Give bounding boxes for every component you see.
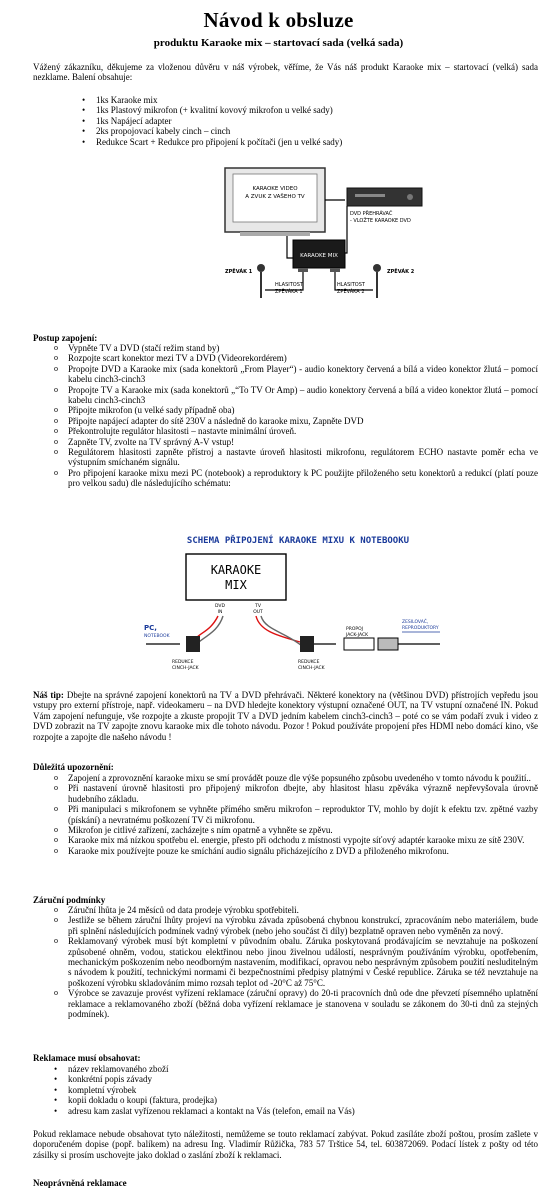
claim-item: • adresu kam zaslat vyřízenou reklamaci a kontakt na Vás (telefon, email na Vás): [50, 1106, 538, 1116]
amp-label-1: ZESILOVAČ,: [402, 620, 429, 625]
tip-paragraph: [33, 690, 538, 742]
reduction-1-connector: [186, 636, 200, 652]
microphone-1-icon: [257, 264, 265, 272]
warranty-item: o Výrobce se zavazuje provést vyřízení reklamace (záruční opravy) do 20-ti pracovních dnů ode dne převzetí písemného uplatnění reklamace a reklamovaného zboží (běžná doba vyřízení reklamace je stanovena v souladu se zákonem do 30-ti dnů za stejných podmínek).: [50, 988, 538, 1019]
claim-item: • kompletní výrobek: [50, 1085, 538, 1095]
warning-item: o Karaoke mix má nízkou spotřebu el. energie, přesto při odchodu z místnosti vypojte síťový adaptér karaoke mixu ze sítě 230V.: [50, 835, 538, 845]
claim-heading: Reklamace musí obsahovat:: [33, 1053, 141, 1063]
warning-item: o Při manipulaci s mikrofonem se vyhněte přímého směru mikrofon – reproduktor TV, mohlo by dojít k efektu tzv. zpětné vazby (pískání) a nevratnému poškození TV či mikrofonu.: [50, 804, 538, 825]
claim-items-list: [50, 1064, 538, 1116]
warning-item: o Při nastavení úrovně hlasitosti pro připojený mikrofon dbejte, aby hlasitost hlasu zpěváka výrazně nepřevyšovala úrovně hudebního základu.: [50, 783, 538, 804]
setup-step: o Rozpojte scart konektor mezi TV a DVD (Videorekordérem): [50, 353, 538, 363]
volume-2-label-1: HLASITOST: [337, 282, 365, 288]
warning-item: o Mikrofon je citlivé zařízení, zacházejte s ním opatrně a vyhněte se zpěvu.: [50, 825, 538, 835]
box-label-1: KARAOKE: [210, 563, 262, 577]
jack-label-1: PROPOJ: [346, 627, 363, 632]
warning-item: o Zapojení a zprovoznění karaoke mixu se smí provádět pouze dle výše popsuného způsobu uvedeného v tomto návodu k použití..: [50, 773, 538, 783]
package-item: • 2ks propojovací kabely cinch – cinch: [78, 126, 518, 136]
tv-label-2: A ZVUK Z VAŠEHO TV: [245, 194, 305, 200]
connection-diagram-notebook: [140, 532, 450, 682]
warnings-list: [50, 773, 538, 856]
warnings-heading: Důležitá upozornění:: [33, 762, 114, 772]
reduction-2-label-1: REDUKCE: [298, 660, 320, 665]
setup-step: o Regulátorem hlasitosti zapněte přístroj a nastavte úroveň hlasitosti mikrofonu, regulátorem ECHO nastavte poměr echa ve výstupním smíchaném signálu.: [50, 447, 538, 468]
tip-text: Dbejte na správné zapojení konektorů na TV a DVD přehrávači. Některé konektory na (většinou DVD) přístrojích vepředu jsou vstupy pro externí přístroje, např. videokameru – na DVD hledejte konektory výstupní označené OUT, na TV vstupní označené IN. Pokud Vám zapojení nefunguje, vše rozpojte a zkuste propojit TV a DVD jedním kabelem cinch3-cinch3 – poté co se vám podaří zvuk i video z DVD zobrazit na TV zapojte znovu karaoke mix dle tohoto návodu. Pozor ! Pokud používáte propojení přes HDMI nebo domácí kino, vše rozpojte a zapojte dle našeho návodu !: [33, 690, 538, 742]
setup-step: o Pro připojení karaoke mixu mezi PC (notebook) a reproduktory k PC použijte přiloženého setu konektorů a redukcí (platí pouze pro velkou sadu) dle následujícího schématu:: [50, 468, 538, 489]
jack-jack-connector: [344, 638, 374, 650]
last-heading: Neoprávněná reklamace: [33, 1178, 127, 1188]
setup-step: o Propojte DVD a Karaoke mix (sada konektorů „From Player“) - audio konektory červená a bílá a video konektor žlutá – pomocí kabelu cinch3-cinch3: [50, 364, 538, 385]
microphone-2-icon: [373, 264, 381, 272]
warranty-list: [50, 905, 538, 1019]
package-item: • Redukce Scart + Redukce pro připojení k počítači (jen u velké sady): [78, 137, 518, 147]
pc-label-2: NOTEBOOK: [144, 634, 170, 639]
claim-item: • konkrétní popis závady: [50, 1074, 538, 1084]
page-subtitle: produktu Karaoke mix – startovací sada (velká sada): [153, 37, 404, 49]
mix-label: KARAOKE MIX: [300, 253, 338, 259]
dvd-in-label-1: DVD: [215, 604, 225, 609]
karaoke-mix-box: [186, 554, 286, 600]
connection-diagram-tv: [195, 158, 445, 318]
tv-label-1: KARAOKE VIDEO: [252, 186, 298, 192]
tip-label: Náš tip:: [33, 690, 64, 700]
claim-item: • kopii dokladu o koupi (faktura, prodejka): [50, 1095, 538, 1105]
intro-paragraph: Vážený zákazníku, děkujeme za vloženou důvěru v náš výrobek, věříme, že Vás náš produkt Karaoke mix – startovací (velká) sada nezklame. Balení obsahuje:: [33, 62, 538, 83]
tv-out-label-1: TV: [255, 604, 261, 609]
reduction-2-connector: [300, 636, 314, 652]
warning-item: o Karaoke mix používejte pouze ke smíchání audio signálu přicházejícího z DVD a přiloženého mikrofonu.: [50, 846, 538, 856]
amp-label-2: REPRODUKTORY: [402, 626, 439, 631]
package-list: [78, 95, 518, 147]
package-item: • 1ks Plastový mikrofon (+ kvalitní kovový mikrofon u velké sady): [78, 105, 518, 115]
setup-step: o Připojte mikrofon (u velké sady případně oba): [50, 405, 538, 415]
setup-step: o Připojte napájecí adapter do sítě 230V a následně do karaoke mixu, Zapněte DVD: [50, 416, 538, 426]
setup-step: o Překontrolujte regulátor hlasitosti – nastavte minimální úroveň.: [50, 426, 538, 436]
volume-1-label-1: HLASITOST: [275, 282, 303, 288]
tv-out-label-2: OUT: [253, 610, 263, 615]
setup-step: o Vypněte TV a DVD (stačí režim stand by): [50, 343, 538, 353]
warranty-heading: Záruční podmínky: [33, 895, 106, 905]
package-item: • 1ks Napájecí adapter: [78, 116, 518, 126]
setup-step: o Propojte TV a Karaoke mix (sada konektorů „“To TV Or Amp) – audio konektory červená a bílá a video konektor žlutá – pomocí kabelu cinch3-cinch3: [50, 385, 538, 406]
jack-label-2: JACK-JACK: [346, 633, 369, 638]
schema-title: SCHEMA PŘIPOJENÍ KARAOKE MIXU K NOTEBOOKU: [186, 536, 410, 546]
volume-1-label-2: ZPĚVÁKA 1: [275, 289, 303, 295]
singer-2-label: ZPĚVÁK 2: [387, 269, 415, 275]
warranty-item: o Reklamovaný výrobek musí být kompletní v původním obalu. Záruka poskytovaná prodávajícím se nevztahuje na poškození způsobené ohněm, vodou, statickou elektřinou nebo jinou živelnou událostí, nesprávným používáním výrobku, opotřebením, mechanickým poškozením nebo neodborným nastavením, modifikací, opravou nebo nesprávným způsobem použití nesluditelným s návodem k použití, technickými normami či bezpečnostními předpisy platnými v České republice. Záruka se též nevztahuje na poškození výrobku skladováním mimo rozsah teplot od -20°C až 75°C.: [50, 936, 538, 988]
dvd-label-2: - VLOŽTE KARAOKE DVD: [350, 218, 411, 224]
claim-note-paragraph: Pokud reklamace nebude obsahovat tyto náležitosti, nemůžeme se touto reklamací zabývat. Pokud zasíláte zboží poštou, prosím zašlete v doporučeném dopise (popř. balíkem) na adresu Ing. Vladimír Růžička, 783 57 Trštice 54, tel. 603872069. Podací lístek z pošty od této zásilky si prosím uschovejte jako doklad o zaslání zboží k reklamaci.: [33, 1129, 538, 1160]
warranty-item: o Jestliže se během záruční lhůty projeví na výrobku závada způsobená chybnou konstrukcí, zpracováním nebo materiálem, bude při splnění následujících podmínek vadný výrobek (nebo jeho součást či díly) bezplatně opraven nebo vyměněn za nový.: [50, 915, 538, 936]
page-title: Návod k obsluze: [203, 8, 354, 32]
singer-1-label: ZPĚVÁK 1: [225, 269, 253, 275]
reduction-2-label-2: CINCH-JACK: [298, 666, 325, 671]
reduction-1-label-2: CINCH-JACK: [172, 666, 199, 671]
claim-item: • název reklamovaného zboží: [50, 1064, 538, 1074]
setup-step: o Zapněte TV, zvolte na TV správný A-V vstup!: [50, 437, 538, 447]
dvd-label-1: DVD PŘEHRÁVAČ: [350, 211, 393, 217]
reduction-1-label-1: REDUKCE: [172, 660, 194, 665]
dvd-in-label-2: IN: [217, 610, 223, 615]
package-item: • 1ks Karaoke mix: [78, 95, 518, 105]
setup-steps-list: [50, 343, 538, 489]
pc-label-1: PC,: [144, 624, 157, 632]
volume-2-label-2: ZPĚVÁKA 2: [337, 289, 365, 295]
warranty-item: o Záruční lhůta je 24 měsíců od data prodeje výrobku spotřebiteli.: [50, 905, 538, 915]
setup-heading: Postup zapojení:: [33, 333, 98, 343]
box-label-2: MIX: [225, 578, 247, 592]
